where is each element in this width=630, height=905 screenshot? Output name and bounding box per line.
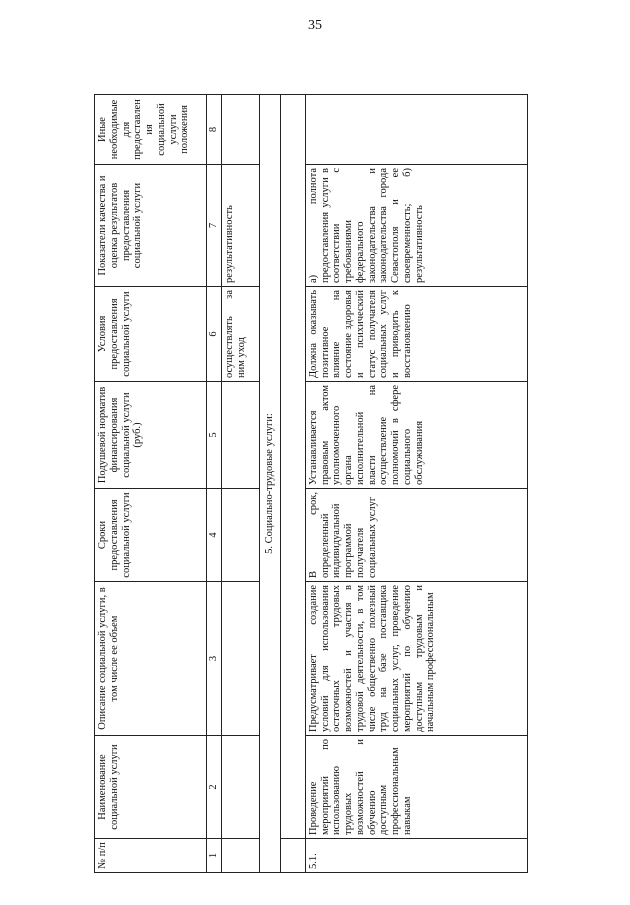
rotated-table-container (94, 95, 512, 873)
table-cell (222, 489, 260, 582)
column-number: 5 (207, 382, 222, 489)
header-cell: Показатели качества и оценка результатов предоставления социальной услуги (95, 165, 207, 287)
column-number: 3 (207, 582, 222, 736)
table-cell (222, 582, 260, 736)
blank-row (280, 95, 305, 873)
header-cell: Подушевой норматив финансирования социальной услуги (руб.) (95, 382, 207, 489)
service-other (305, 95, 527, 165)
column-number: 7 (207, 165, 222, 287)
header-cell: Условия предоставления социальной услуги (95, 287, 207, 382)
column-number: 2 (207, 736, 222, 839)
table-cell (222, 839, 260, 873)
social-services-table (94, 94, 528, 873)
column-number: 6 (207, 287, 222, 382)
service-quality: а) полнота предоставления услуги в соответствии с требованиями федерального законодательства и законодательства города Севастополя и ее своевременность; б) результативность (305, 165, 527, 287)
table-cell (222, 736, 260, 839)
table-cell: результативность (222, 165, 260, 287)
carry-over-row (222, 95, 260, 873)
row-number: 5.1. (305, 839, 527, 873)
header-cell: № п/п (95, 839, 207, 873)
service-terms: В срок, определенный индивидуальной программой получателя социальных услуг (305, 489, 527, 582)
service-conditions: Должна оказывать позитивное влияние на состояние здоровья и психический статус получателя социальных услуг и приводить к восстановлению (305, 287, 527, 382)
section-title: 5. Социально-трудовые услуги: (260, 95, 281, 873)
column-number: 4 (207, 489, 222, 582)
table-cell (222, 95, 260, 165)
header-cell: Описание социальной услуги, в том числе ее объем (95, 582, 207, 736)
header-cell: Наименование социальной услуги (95, 736, 207, 839)
column-number: 8 (207, 95, 222, 165)
table-cell (222, 382, 260, 489)
table-cell: осуществлять за ним уход (222, 287, 260, 382)
table-cell (280, 839, 305, 873)
header-row (95, 95, 207, 873)
column-number-row (207, 95, 222, 873)
service-description: Предусматривает создание условий для использования остаточных трудовых возможностей и участия в трудовой деятельности, в том числе общественно полезный труд на базе поставщика социальных услуг, проведение мероприятий по обучению доступным трудовым и начальным профессиональным (305, 582, 527, 736)
header-cell: Иные необходимые для предоставления социальной услуги положения (95, 95, 207, 165)
service-norm: Устанавливается правовым актом уполномоченного органа исполнительной власти на осуществление полномочий в сфере социального обслуживания (305, 382, 527, 489)
service-name: Проведение мероприятий по использованию трудовых возможностей и обучению доступным профессиональным навыкам (305, 736, 527, 839)
table-row (305, 95, 527, 873)
page-number: 35 (308, 18, 322, 33)
column-number: 1 (207, 839, 222, 873)
header-cell: Сроки предоставления социальной услуги (95, 489, 207, 582)
table-cell (280, 95, 305, 839)
section-row (260, 95, 281, 873)
